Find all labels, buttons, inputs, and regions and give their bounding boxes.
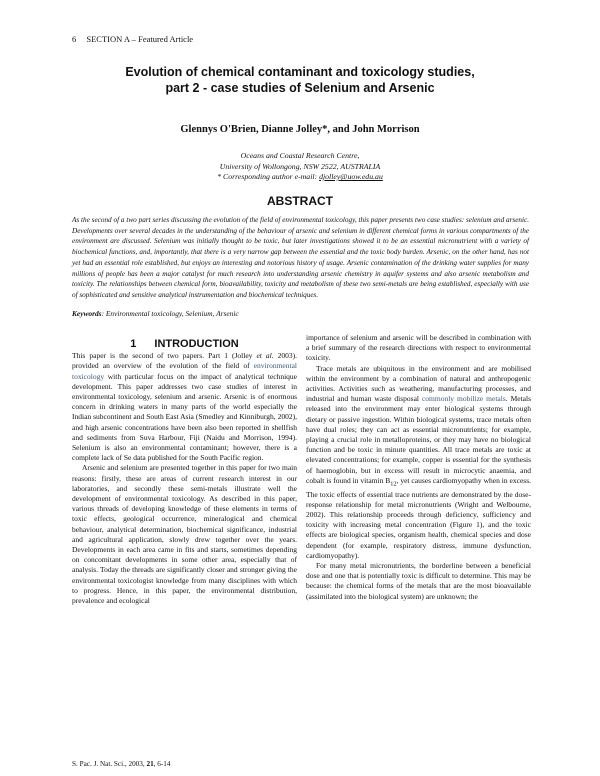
left-column [72, 339, 297, 606]
paragraph: Arsenic and selenium are presented together in this paper for two main reasons: firstly, these are areas of current research interest in our laboratories, and secondly these semi-metals illustrate well the development of environmental toxicology. As described in this paper, various threads of developing knowledge of these elements in terms of toxic effects, geological occurrence, mineralogical and chemical behaviour, analytical determination, biochemical significance, industrial and agricultural application, slowly drew together over the years. Developments in each area came in fits and starts, sometimes depending on concomitant developments in some other area, especially that of analysis. Today the threads are significantly closer and stronger giving the environmental toxicologist knowledge from many disciplines with which to progress. Hence, in this paper, the environmental distribution, prevalence and ecological [72, 463, 297, 606]
section-number: 1 [130, 338, 137, 350]
footer-pages: , 6-14 [153, 760, 171, 768]
inline-link[interactable]: commonly mobilize metals [421, 394, 506, 404]
subscript: 12 [390, 480, 397, 488]
abstract-heading: ABSTRACT [267, 194, 333, 208]
text-run: Trace metals are ubiquitous in the environment and are mobilised within the environment by a combination of natural and anthropogenic activities. Activities such as weathering, manufacturing processes, and industrial and human waste disposal [306, 363, 531, 404]
footer-volume: 21 [146, 760, 154, 768]
text-run: 2003). provided an overview of the evolution of the field of [72, 351, 298, 371]
footer-citation [72, 760, 170, 768]
inline-link[interactable]: environmental toxicology [72, 361, 297, 381]
paragraph [72, 351, 297, 463]
text-run-italic: et al. [256, 351, 274, 361]
title-line-1: Evolution of chemical contaminant and toxicology studies, [125, 65, 475, 79]
right-column [306, 333, 531, 602]
title-line-2: part 2 - case studies of Selenium and Arsenic [165, 81, 435, 95]
keywords-text: : Environmental toxicology, Selenium, Arsenic [101, 309, 239, 318]
email-link[interactable]: djolley@uow.edu.au [319, 172, 383, 181]
text-run: with particular focus on the impact of analytical technique development. This paper addresses two case studies of interest in environmental toxicology, selenium and arsenic. Arsenic is of enormous concern in drinking waters in many parts of the world especially the Indian subcontinent and South East Asia (Smedley and Kinniburgh, 2002), and high arsenic concentrations have been also been reported in shellfish and sediments from Suva Harbour, Fiji (Naidu and Morrison, 1994). Selenium is also an environmental contaminant; however, there is a complete lack of Se data published for the South Pacific region. [72, 371, 297, 463]
abstract-text: As the second of a two part series discussing the evolution of the field of environmental toxicology, this paper presents two case studies: selenium and arsenic. Developments over several decades in the understanding of the behaviour of arsenic and selenium in different chemical forms in various compartments of the environment are discussed. Selenium was initially thought to be toxic, but later investigations showed it to be an essential micronutrient with a variety of biochemical functions, and, importantly, that there is a very narrow gap between the essential and the toxic body burden. Arsenic, on the other hand, has not yet had an essential role established, but enjoys an interesting and notorious history of usage. Arsenic contamination of the drinking water supplies for many millions of people has been a major catalyst for much research into understanding arsenic chemistry in aquifer systems and also arsenic metabolism and toxicity. The relationships between chemical form, bioavailability, toxicity and metabolism of these two semi-metals are being established, especially with use of sophisticated and sensitive analytical instrumentation and biochemical techniques. [72, 216, 529, 299]
paragraph: importance of selenium and arsenic will be described in combination with a brief summary of the research directions with respect to environmental toxicity. [306, 333, 531, 363]
keywords-label: Keywords [72, 309, 102, 318]
affiliation-line-2: University of Wollongong, NSW 2522, AUSTRALIA [219, 161, 381, 171]
corresponding-author [70, 172, 530, 183]
section-label: SECTION A – Featured Article [86, 34, 194, 44]
email-prefix: * Corresponding author e-mail: [217, 172, 320, 181]
running-header [72, 34, 193, 44]
page-number: 6 [72, 34, 77, 44]
section-heading [72, 339, 297, 349]
text-run: . Metals released into the environment may enter biological systems through dietary or passive ingestion. Within biological systems, trace metals often have dual roles; they can act as essential micronutrients; for example, playing a crucial role in metalloproteins, or they may have no biological function and be toxic in minute quantities. All trace metals are toxic at elevated concentrations; for example, copper is essential for the synthesis of haemoglobin, but in excess will result in microcytic anaemia, and cobalt is found in vitamin B [306, 394, 531, 485]
authors: Glennys O'Brien, Dianne Jolley*, and John Morrison [180, 124, 420, 135]
text-run: This paper is the second of two papers. Part 1 (Jolley [72, 351, 257, 361]
section-title: INTRODUCTION [154, 338, 239, 350]
keywords [72, 309, 529, 318]
paragraph [306, 364, 531, 561]
article-title [70, 64, 530, 96]
text-run: , yet causes cardiomyopathy when in excess. The toxic effects of essential trace nutrients are demonstrated by the dose-response relationship for metal micronutrients (Wright and Welbourne, 2002). This relationship proceeds through deficiency, sufficiency and toxicity with increasing metal concentration (Figure 1), and the toxic effects are biological species, organism health, chemical species and dose dependent (for example, respiratory distress, immune dysfunction, cardiomyopathy). [306, 475, 532, 560]
affiliation-line-1: Oceans and Coastal Research Centre, [240, 151, 360, 160]
footer-journal: S. Pac. J. Nat. Sci., 2003, [72, 760, 147, 768]
paragraph: For many metal micronutrients, the borderline between a beneficial dose and one that is potentially toxic is difficult to determine. This may be because: the chemical forms of the metals that are the most bioavailable (assimilated into the biological system) are unknown; the [306, 560, 531, 601]
affiliation [70, 151, 530, 183]
